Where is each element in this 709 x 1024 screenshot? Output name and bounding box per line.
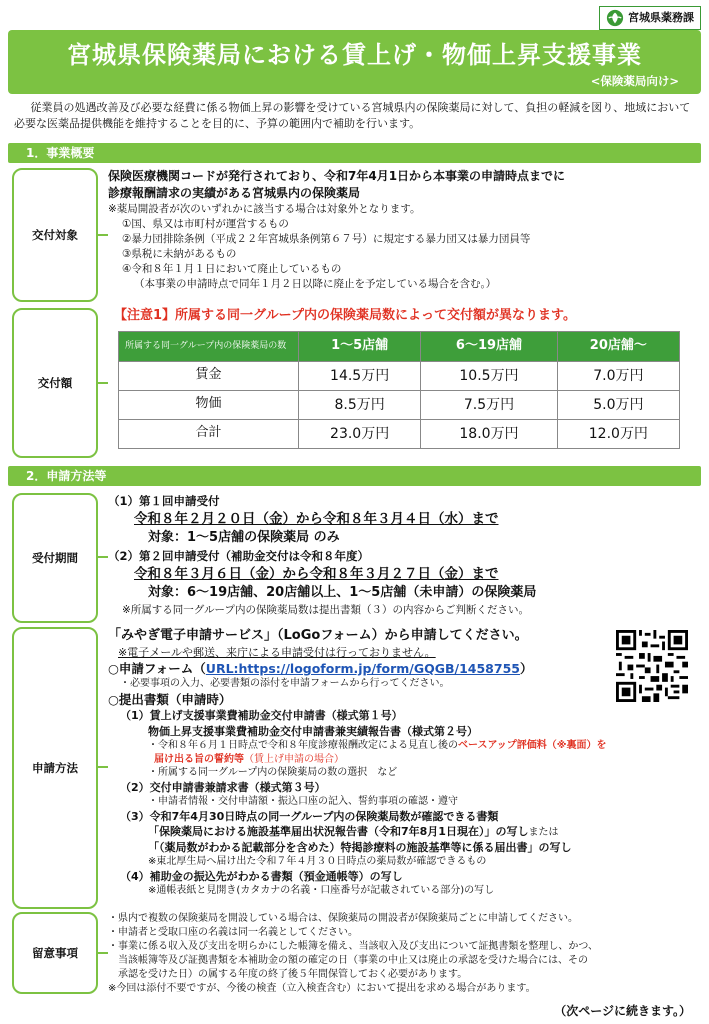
table-header-row [119, 331, 680, 361]
method-content [108, 627, 700, 898]
note-line-4: 当該帳簿等及び証拠書類を本補助金の額の確定の日（事業の中止又は廃止の承認を受けた場合には、その [118, 955, 588, 966]
form-label: ○申請フォーム（ [108, 661, 206, 677]
doc-1d [108, 753, 700, 767]
table-cell: 10.5万円 [421, 361, 557, 390]
period-round-1-date: 令和８年２月２０日（金）から令和８年３月４日（水）まで [134, 510, 499, 527]
table-cell: 18.0万円 [421, 419, 557, 448]
section-2-header: 2．申請方法等 [8, 466, 701, 486]
label-method: 申請方法 [12, 627, 98, 909]
connector [98, 766, 108, 768]
form-note: ・必要事項の入力、必要書類の添付を申請フォームから行ってください。 [120, 678, 450, 690]
target-content [108, 168, 700, 292]
table-row [119, 390, 680, 419]
doc-4a: （4）補助金の振込先がわかる書類（預金通帳等）の写し [120, 870, 403, 884]
amount-notice: 【注意1】所属する同一グループ内の保険薬局数によって交付額が異なります。 [114, 308, 576, 323]
table-header-cell: 6～19店舗 [421, 331, 557, 361]
docs-title: ○提出書類（申請時） [108, 692, 232, 708]
target-note: ※薬局開設者が次のいずれかに該当する場合は対象外となります。 [108, 203, 421, 216]
target-item-5: （本事業の申請時点で同年１月２日以降に廃止を予定している場合を含む。） [134, 277, 497, 290]
amount-content [108, 308, 700, 449]
connector [98, 556, 108, 558]
qr-code[interactable] [616, 630, 688, 702]
target-item-2: ②暴力団排除条例（平成２２年宮城県条例第６７号）に規定する暴力団又は暴力団員等 [122, 232, 531, 245]
table-cell: 8.5万円 [299, 390, 421, 419]
connector [98, 382, 108, 384]
connector [98, 952, 108, 954]
method-headline-note: ※電子メールや郵送、来庁による申請受付は行っておりません。 [118, 645, 436, 659]
note-line-1: ・県内で複数の保険薬局を開設している場合は、保険薬局の開設者が保険薬局ごとに申請してください。 [108, 913, 578, 924]
label-amount: 交付額 [12, 308, 98, 458]
note-line-2: ・申請者と受取口座の名義は同一名義としてください。 [108, 927, 358, 938]
period-round-1-target: 対象：1～5店舗の保険薬局 のみ [148, 530, 340, 546]
doc-1d-red: 届け出る旨の誓約等 [154, 753, 244, 765]
period-round-2-target: 対象：6～19店舗、20店舗以上、1～5店舗（未申請）の保険薬局 [148, 585, 537, 601]
doc-4b: ※通帳表紙と見開き(カタカナの名義・口座番号が記載されている部分)の写し [148, 885, 495, 897]
period-round-1-title: （1）第１回申請受付 [108, 494, 220, 508]
target-main-2: 診療報酬請求の実績がある宮城県内の保険薬局 [108, 186, 361, 201]
doc-3a: （3）令和7年4月30日時点の同一グループ内の保険薬局数が確認できる書類 [120, 810, 499, 824]
period-round-2-date: 令和８年３月６日（金）から令和８年３月２７日（金）まで [134, 565, 499, 582]
connector [98, 234, 108, 236]
table-cell: 12.0万円 [557, 419, 679, 448]
doc-1c-red: ベースアップ評価料（※裏面）を [458, 739, 607, 751]
table-header-cell: 所属する同一グループ内の保険薬局の数 [119, 331, 299, 361]
note-line-5: 承認を受けた日）の属する年度の終了後５年間保管しておく必要があります。 [118, 969, 468, 980]
section-1-header: 1．事業概要 [8, 143, 701, 163]
period-note: ※所属する同一グループ内の保険薬局数は提出書類（３）の内容からご判断ください。 [122, 604, 529, 617]
logo-text: 宮城県薬務課 [628, 10, 694, 24]
table-header-cell: 1～5店舗 [299, 331, 421, 361]
page-subtitle: <保険薬局向け> [590, 74, 679, 89]
doc-1e: ・所属する同一グループ内の保険薬局の数の選択 など [148, 767, 398, 779]
target-main-1: 保険医療機関コードが発行されており、令和7年4月1日から本事業の申請時点までに [108, 169, 566, 183]
table-cell: 7.5万円 [421, 390, 557, 419]
note-line-6: ※今回は添付不要ですが、今後の検査（立入検査含む）において提出を求める場合があります。 [108, 983, 536, 994]
doc-2b: ・申請者情報・交付申請額・振込口座の記入、誓約事項の確認・遵守 [148, 796, 458, 808]
method-headline: 「みやぎ電子申請サービス」（LoGoフォーム）から申請してください。 [108, 628, 528, 643]
title-banner [8, 30, 701, 94]
intro-paragraph: 従業員の処遇改善及び必要な経費に係る物価上昇の影響を受けている宮城県内の保険薬局に対して、負担の軽減を図り、地域において必要な医薬品提供機能を維持することを目的に、予算の範囲内で補助を行います。 [14, 101, 691, 130]
period-round-2-title: （2）第２回申請受付（補助金交付は令和８年度） [108, 549, 369, 564]
form-close: ） [519, 661, 533, 677]
doc-1a: （1）賃上げ支援事業費補助金交付申請書（様式第１号） [120, 709, 403, 723]
table-cell: 7.0万円 [557, 361, 679, 390]
form-line [108, 660, 700, 677]
doc-3d: ※東北厚生局へ届け出た令和７年４月３０日時点の薬局数が確認できるもの [148, 856, 487, 868]
table-row [119, 419, 680, 448]
doc-3b: 「保険薬局における施設基準届出状況報告書（令和7年8月1日現在）」の写し [148, 825, 529, 839]
table-cell: 合計 [119, 419, 299, 448]
note-line-3: ・事業に係る収入及び支出を明らかにした帳簿を備え、当該収入及び支出について証拠書類を整理し、かつ、 [108, 941, 598, 952]
doc-3b-tail: または [528, 827, 559, 839]
doc-2a: （2）交付申請書兼請求書（様式第３号） [120, 781, 326, 795]
target-item-3: ③県税に未納があるもの [122, 247, 237, 260]
doc-1d-tail: （賃上げ申請の場合） [244, 753, 344, 765]
table-cell: 14.5万円 [299, 361, 421, 390]
target-item-4: ④令和８年１月１日において廃止しているもの [122, 262, 342, 275]
table-cell: 5.0万円 [557, 390, 679, 419]
table-header-cell: 20店舗～ [557, 331, 679, 361]
table-cell: 物価 [119, 390, 299, 419]
doc-1c [108, 739, 700, 753]
notes-content [108, 912, 700, 996]
prefecture-logo [599, 6, 701, 30]
doc-1b: 物価上昇支援事業費補助金交付申請書兼実績報告書（様式第２号） [148, 724, 478, 738]
page-title: 宮城県保険薬局における賃上げ・物価上昇支援事業 [67, 41, 642, 69]
doc-3c: 「（薬局数がわかる記載部分を含めた）特掲診療料の施設基準等に係る届出書」の写し [148, 841, 572, 855]
amount-table [118, 331, 680, 449]
label-notes: 留意事項 [12, 912, 98, 994]
target-item-1: ①国、県又は市町村が運営するもの [122, 217, 289, 230]
period-content [108, 493, 700, 618]
table-cell: 23.0万円 [299, 419, 421, 448]
table-cell: 賃金 [119, 361, 299, 390]
label-period: 受付期間 [12, 493, 98, 623]
footer-continue: （次ページに続きます。） [554, 1004, 691, 1018]
leaf-logo-icon [606, 9, 624, 27]
table-row [119, 361, 680, 390]
label-target: 交付対象 [12, 168, 98, 302]
doc-3b-line [108, 824, 700, 840]
form-url-link[interactable]: URL:https://logoform.jp/form/GQGB/1458755 [205, 661, 520, 677]
doc-1c-text: ・令和８年６月１日時点で令和８年度診療報酬改定による見直し後の [148, 739, 458, 751]
